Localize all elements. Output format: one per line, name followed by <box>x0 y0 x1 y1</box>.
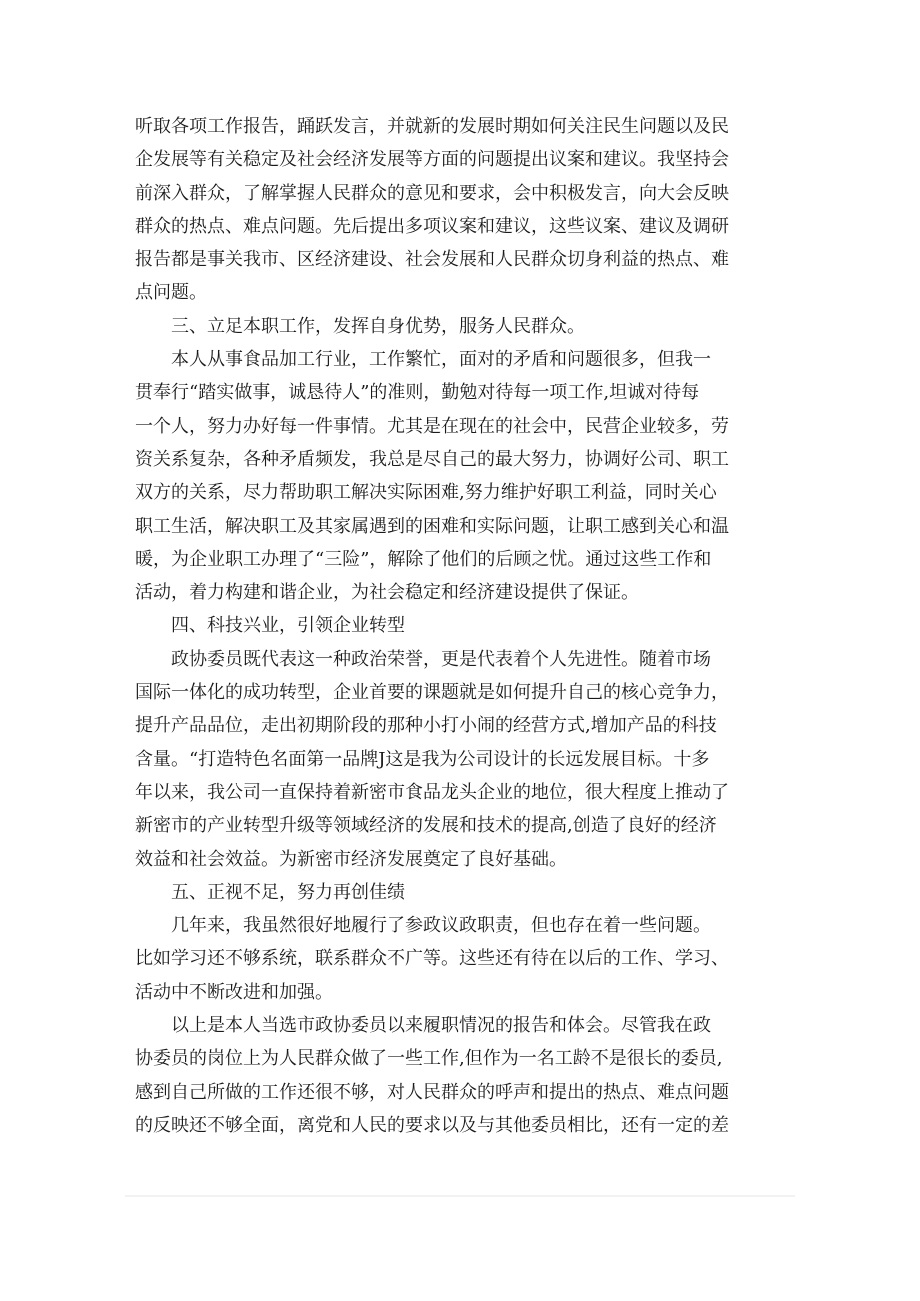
document-line: 以上是本人当选市政协委员以来履职情况的报告和体会。尽管我在政 <box>171 1015 711 1037</box>
document-line: 活动中不断改进和加强。 <box>135 981 333 1003</box>
document-line: 活动，着力构建和谐企业，为社会稳定和经济建设提供了保证。 <box>135 582 639 604</box>
document-line: 感到自己所做的工作还很不够，对人民群众的呼声和提出的热点、难点问题 <box>135 1081 729 1103</box>
page-bottom-divider <box>125 1195 795 1197</box>
document-line: 点问题。 <box>135 282 207 304</box>
document-line: 五、正视不足，努力再创佳绩 <box>171 881 405 903</box>
document-line: 一个人，努力办好每一件事情。尤其是在现在的社会中，民营企业较多，劳 <box>135 415 729 437</box>
document-line: 贯奉行“踏实做事，诚恳待人”的准则，勤勉对待每一项工作,坦诚对待每 <box>135 382 700 404</box>
document-line: 四、科技兴业，引领企业转型 <box>171 615 405 637</box>
document-line: 政协委员既代表这一种政治荣誉，更是代表着个人先进性。随着市场 <box>171 648 711 670</box>
document-body <box>135 110 790 1142</box>
document-line: 提升产品品位，走出初期阶段的那种小打小闹的经营方式,增加产品的科技 <box>135 715 717 737</box>
document-line: 前深入群众，了解掌握人民群众的意见和要求，会中积极发言，向大会反映 <box>135 182 729 204</box>
document-line: 企发展等有关稳定及社会经济发展等方面的问题提出议案和建议。我坚持会 <box>135 149 729 171</box>
document-line: 年以来，我公司一直保持着新密市食品龙头企业的地位，很大程度上推动了 <box>135 781 729 803</box>
document-line: 效益和社会效益。为新密市经济发展奠定了良好基础。 <box>135 848 567 870</box>
document-line: 协委员的岗位上为人民群众做了一些工作,但作为一名工龄不是很长的委员, <box>135 1048 723 1070</box>
document-line: 群众的热点、难点问题。先后提出多项议案和建议，这些议案、建议及调研 <box>135 215 729 237</box>
document-line: 本人从事食品加工行业，工作繁忙，面对的矛盾和问题很多，但我一 <box>171 349 711 371</box>
document-line: 含量。“打造特色名面第一品牌J这是我为公司设计的长远发展目标。十多 <box>135 748 710 770</box>
document-line: 的反映还不够全面，离党和人民的要求以及与其他委员相比，还有一定的差 <box>135 1114 729 1136</box>
document-line: 暖，为企业职工办理了“三险”，解除了他们的后顾之忧。通过这些工作和 <box>135 548 712 570</box>
document-line: 国际一体化的成功转型，企业首要的课题就是如何提升自己的核心竞争力， <box>135 682 729 704</box>
document-line: 新密市的产业转型升级等领域经济的发展和技术的提高,创造了良好的经济 <box>135 815 717 837</box>
document-line: 资关系复杂，各种矛盾频发，我总是尽自己的最大努力，协调好公司、职工 <box>135 448 729 470</box>
document-line: 双方的关系，尽力帮助职工解决实际困难,努力维护好职工利益，同时关心 <box>135 482 717 504</box>
document-line: 听取各项工作报告，踊跃发言，并就新的发展时期如何关注民生问题以及民 <box>135 116 729 137</box>
document-line: 报告都是事关我市、区经济建设、社会发展和人民群众切身利益的热点、难 <box>135 249 729 271</box>
document-line: 比如学习还不够系统，联系群众不广等。这些还有待在以后的工作、学习、 <box>135 948 729 970</box>
document-line: 三、立足本职工作，发挥自身优势，服务人民群众。 <box>171 315 585 337</box>
document-line: 几年来，我虽然很好地履行了参政议政职责，但也存在着一些问题。 <box>171 915 711 937</box>
document-line: 职工生活，解决职工及其家属遇到的困难和实际问题，让职工感到关心和温 <box>135 515 729 537</box>
